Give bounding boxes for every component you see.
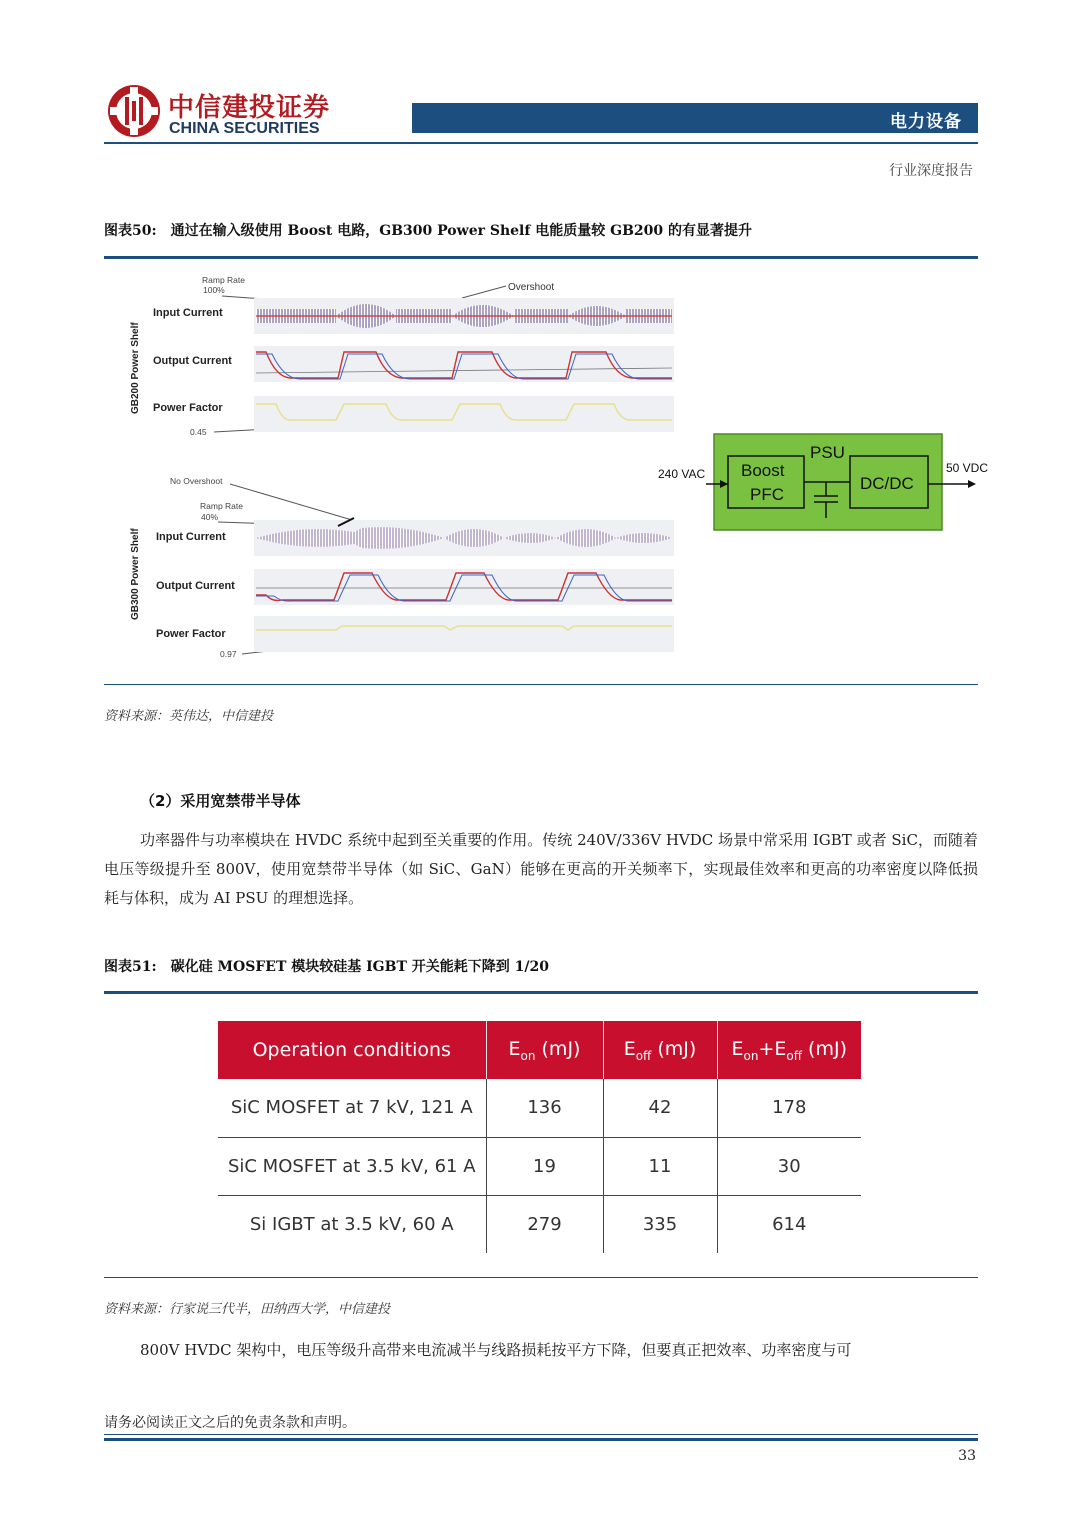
header-eon-plus-eoff: $E_{on}+E_{off}$ (mJ) (717, 1021, 861, 1079)
gb300-ramp-value: 40% (201, 512, 219, 522)
psu-output-label: 50 VDC (946, 461, 989, 475)
row-condition: SiC MOSFET at 7 kV, 121 A (218, 1079, 486, 1137)
row-total: 614 (717, 1195, 861, 1253)
section-paragraph-text: 功率器件与功率模块在 HVDC 系统中起到至关重要的作用。传统 240V/336V HVDC 场景中常采用 IGBT 或者 SiC，而随着电压等级提升至 800V，使用宽禁带半导体（如 SiC、GaN）能够在更高的开关频率下，实现最佳效率和更高的功率密度以降低损耗与体积，成为 AI PSU 的理想选择。 (104, 831, 978, 907)
gb300-axis-label: GB300 Power Shelf (130, 528, 141, 620)
row-total: 30 (717, 1137, 861, 1195)
row-eoff: 335 (603, 1195, 717, 1253)
report-type: 行业深度报告 (889, 163, 973, 179)
gb300-row-output: Output Current (156, 580, 235, 592)
header-divider (104, 142, 978, 144)
gb200-ramp-label: Ramp Rate (202, 275, 245, 285)
figure-50-bottom-rule (104, 684, 978, 685)
figure-51-title (104, 956, 549, 976)
gb200-row-pf: Power Factor (153, 402, 223, 414)
gb300-pf-value: 0.97 (220, 649, 237, 659)
sector-label: 电力设备 (890, 112, 962, 132)
gb300-row-pf: Power Factor (156, 628, 226, 640)
table-header-row (218, 1021, 861, 1079)
gb200-row-input: Input Current (153, 307, 223, 319)
psu-output-arrow-icon (968, 480, 976, 488)
psu-dcdc-label: DC/DC (860, 474, 914, 493)
table-row (218, 1137, 861, 1195)
figure-50-source: 资料来源：英伟达，中信建投 (104, 709, 274, 724)
psu-block-diagram (658, 434, 988, 530)
logo-english-name: CHINA SECURITIES (169, 120, 320, 137)
table-row (218, 1195, 861, 1253)
figure-50-caption: 通过在输入级使用 Boost 电路，GB300 Power Shelf 电能质量较 GB200 的有显著提升 (170, 223, 753, 239)
gb200-ramp-value: 100% (203, 285, 225, 295)
figure-50-number: 图表50: (104, 223, 157, 239)
gb300-row-input: Input Current (156, 531, 226, 543)
header-operation-conditions: Operation conditions (218, 1021, 486, 1079)
disclaimer-text: 请务必阅读正文之后的免责条款和声明。 (104, 1415, 356, 1431)
closing-paragraph: 800V HVDC 架构中，电压等级升高带来电流减半与线路损耗按平方下降，但要真正把效率、功率密度与可 (140, 1341, 852, 1359)
row-condition: SiC MOSFET at 3.5 kV, 61 A (218, 1137, 486, 1195)
figure-51-top-rule (104, 991, 978, 994)
table-row (218, 1079, 861, 1137)
row-eon: 279 (486, 1195, 603, 1253)
switching-loss-table (218, 1021, 861, 1253)
row-eoff: 42 (603, 1079, 717, 1137)
company-logo (106, 83, 346, 143)
header-eoff: $E_{off}$ (mJ) (603, 1021, 717, 1079)
page-number: 33 (958, 1448, 976, 1464)
row-condition: Si IGBT at 3.5 kV, 60 A (249, 1213, 454, 1235)
psu-boost-label: Boost (741, 461, 785, 480)
figure-51-bottom-rule (104, 1277, 978, 1278)
figure-50-top-rule (104, 256, 978, 259)
psu-title: PSU (810, 443, 845, 462)
logo-chinese-name: 中信建投证券 (168, 93, 331, 123)
figure-51-number: 图表51: (104, 959, 157, 975)
gb200-axis-label: GB200 Power Shelf (130, 322, 141, 414)
psu-pfc-label: PFC (750, 485, 784, 504)
figure-51-source: 资料来源：行家说三代半，田纳西大学，中信建投 (104, 1302, 391, 1317)
section-paragraph (104, 826, 978, 913)
psu-input-label: 240 VAC (658, 467, 706, 481)
sector-banner (412, 103, 978, 133)
row-eon: 19 (486, 1137, 603, 1195)
row-eoff: 11 (603, 1137, 717, 1195)
figure-50-title (104, 220, 752, 240)
gb300-no-overshoot-label: No Overshoot (170, 476, 223, 486)
section-heading: （2）采用宽禁带半导体 (140, 792, 301, 810)
citic-logo-icon (106, 83, 162, 139)
figure-51-caption: 碳化硅 MOSFET 模块较硅基 IGBT 开关能耗下降到 1/20 (170, 959, 549, 975)
gb300-ramp-label: Ramp Rate (200, 501, 243, 511)
row-total: 178 (717, 1079, 861, 1137)
power-shelf-waveform-figure (104, 262, 989, 682)
gb200-row-output: Output Current (153, 355, 232, 367)
footer-rule-thin (104, 1434, 978, 1435)
header-eon: $E_{on}$ (mJ) (486, 1021, 603, 1079)
footer-rule-thick (104, 1438, 978, 1441)
gb200-pf-value: 0.45 (190, 427, 207, 437)
gb200-overshoot-label: Overshoot (508, 282, 555, 293)
row-eon: 136 (486, 1079, 603, 1137)
